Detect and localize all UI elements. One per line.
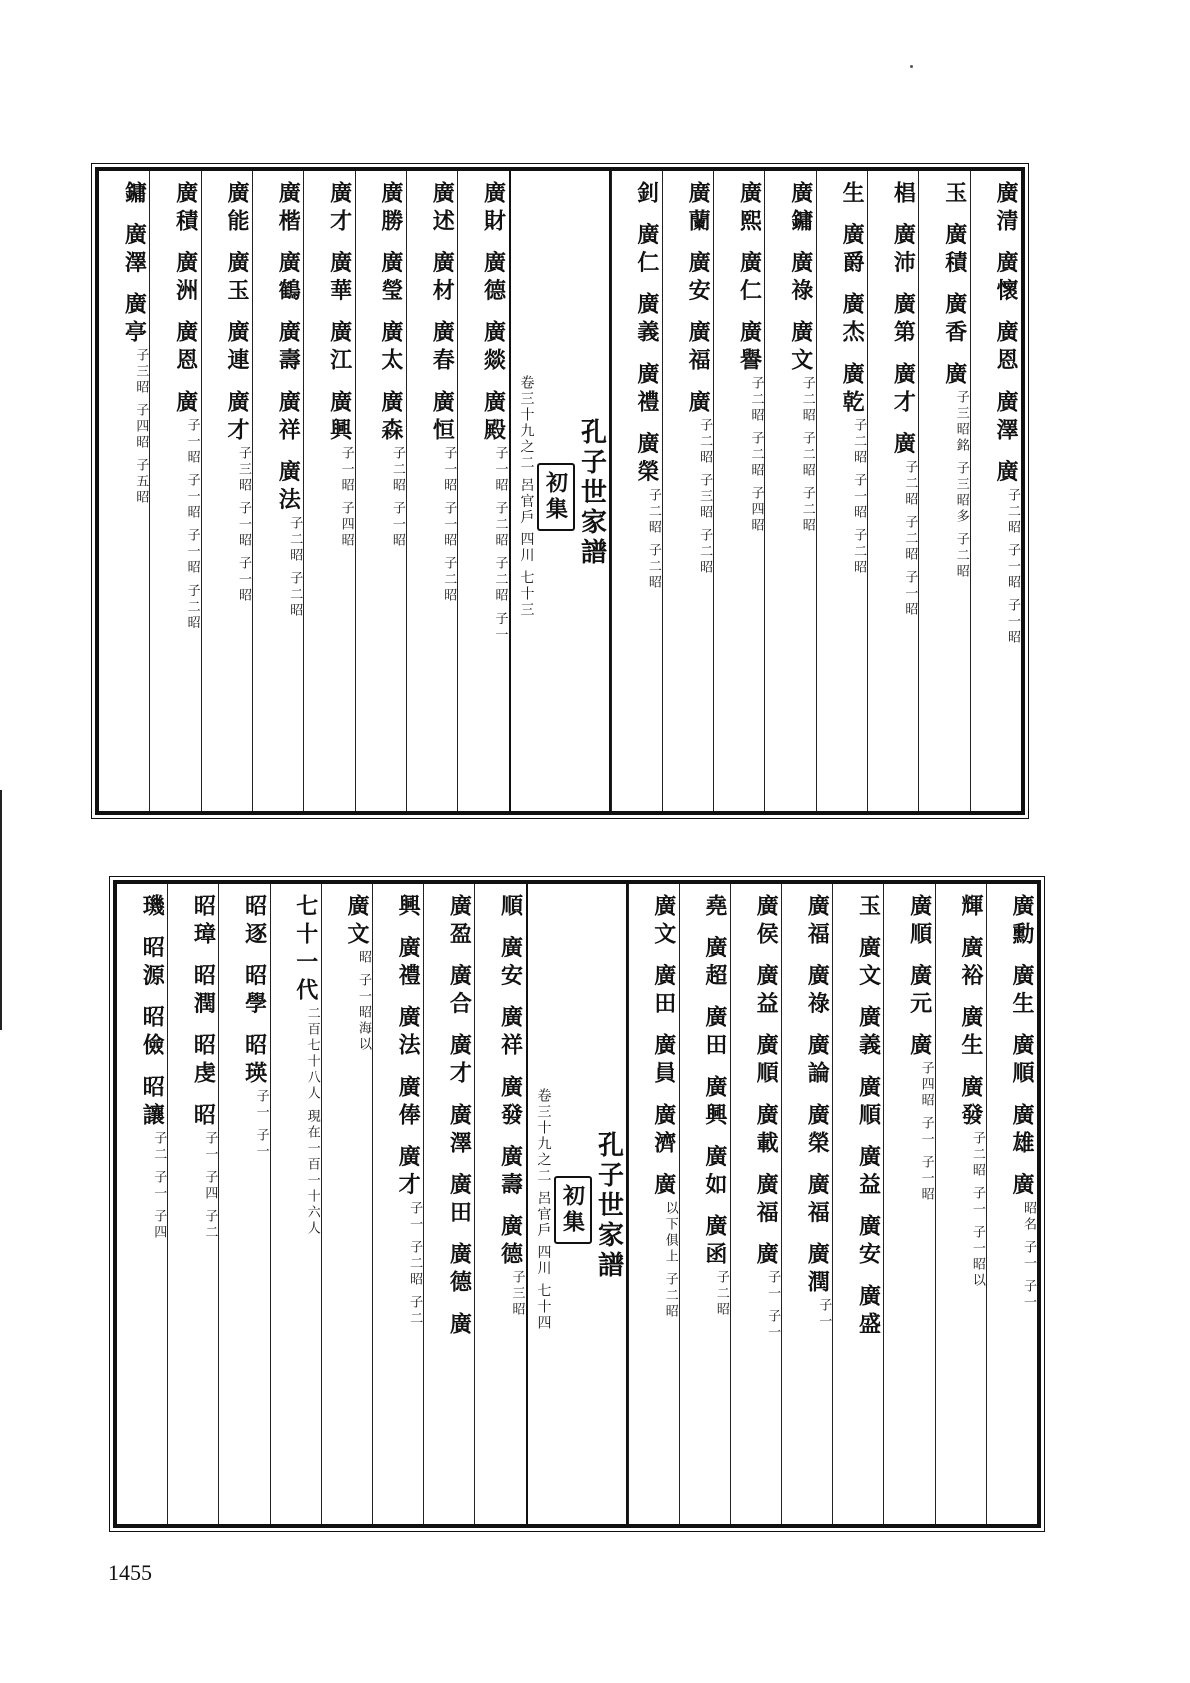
- name-line: 廣勝 廣瑩 廣太 廣森: [377, 181, 404, 446]
- top-page-panel: [95, 167, 1025, 815]
- annotation-line: 以下俱上 子二昭: [662, 1200, 678, 1320]
- annotation-line: 子二昭 子三昭 子二昭: [697, 417, 713, 577]
- genealogy-column: [816, 171, 867, 811]
- genealogy-column: [218, 884, 269, 1524]
- genealogy-column: [423, 884, 474, 1524]
- genealogy-column: [781, 884, 832, 1524]
- genealogy-column: [457, 171, 508, 811]
- annotation-line: 子一: [816, 1298, 832, 1331]
- name-line: 廣蘭 廣安 廣福 廣: [685, 181, 712, 418]
- genealogy-column: [918, 171, 969, 811]
- genealogy-column: [321, 884, 372, 1524]
- name-line: 廣文 廣田 廣員 廣濟 廣: [650, 894, 677, 1201]
- bottom-page-panel: [113, 880, 1041, 1528]
- genealogy-column: [883, 884, 934, 1524]
- genealogy-column: [679, 884, 730, 1524]
- page-number: 1455: [108, 1560, 152, 1585]
- annotation-line: 子二昭 子二昭: [645, 487, 661, 591]
- name-line: 釗 廣仁 廣義 廣禮 廣榮: [633, 181, 660, 488]
- name-line: 廣述 廣材 廣春 廣恒: [429, 181, 456, 446]
- name-line: 玉 廣文 廣義 廣順 廣益 廣安 廣盛: [855, 894, 882, 1340]
- genealogy-column: [867, 171, 918, 811]
- annotation-line: 子一昭 子四昭: [338, 445, 354, 550]
- name-line: 廣楷 廣鶴 廣壽 廣祥 廣法: [275, 181, 302, 516]
- name-line: 生 廣爵 廣杰 廣乾: [839, 181, 866, 418]
- annotation-line: 二百七十八人 現在一百一十六人: [304, 1006, 320, 1238]
- name-line: 廣鏞 廣祿 廣文: [787, 181, 814, 377]
- annotation-line: 子一 子一: [253, 1089, 269, 1161]
- name-line: 玉 廣積 廣香 廣: [941, 181, 968, 390]
- annotation-line: 昭 子一昭海以: [355, 950, 371, 1054]
- name-line: 輝 廣裕 廣生 廣發: [957, 894, 984, 1131]
- genealogy-column: [99, 171, 149, 811]
- volume-label: 初集: [537, 463, 575, 531]
- name-line: 昭璋 昭潤 昭虔 昭: [190, 894, 217, 1131]
- center-spine: [526, 884, 628, 1524]
- annotation-line: 子二昭 子二昭: [287, 515, 303, 619]
- genealogy-column: [970, 171, 1021, 811]
- annotation-line: 子四昭 子一 子一昭: [918, 1061, 934, 1204]
- annotation-line: 子二昭 子一昭 子二昭: [851, 417, 867, 577]
- annotation-line: 子二 子一 子四: [151, 1130, 167, 1242]
- name-line: 廣清 廣懷 廣恩 廣澤 廣: [993, 181, 1019, 488]
- genealogy-column: [149, 171, 200, 811]
- genealogy-column: [252, 171, 303, 811]
- genealogy-column: [372, 884, 423, 1524]
- annotation-line: 子二昭: [713, 1270, 729, 1319]
- genealogy-column: [406, 171, 457, 811]
- annotation-line: 子三昭 子四昭 子五昭: [133, 348, 149, 507]
- annotation-line: 子二昭 子一昭: [389, 445, 405, 550]
- annotation-line: 子三昭: [509, 1270, 525, 1319]
- section-info: 卷三十九之二 呂官戶 四川 七十三: [518, 375, 535, 619]
- name-line: 廣能 廣玉 廣連 廣才: [223, 181, 250, 446]
- name-line: 廣文: [343, 894, 370, 950]
- genealogy-column: [662, 171, 713, 811]
- genealogy-column: [201, 171, 252, 811]
- book-title: 孔子世家譜: [576, 418, 607, 568]
- name-line: 興 廣禮 廣法 廣俸 廣才: [395, 894, 422, 1201]
- annotation-line: 子一 子一: [765, 1270, 781, 1342]
- name-line: 七十一代: [292, 894, 319, 1006]
- genealogy-column: [117, 884, 167, 1524]
- book-title: 孔子世家譜: [593, 1131, 624, 1281]
- annotation-line: 子二昭 子二昭 子一昭: [902, 459, 918, 618]
- name-line: 順 廣安 廣祥 廣發 廣壽 廣德: [497, 894, 524, 1271]
- section-info: 卷三十九之二 呂官戶 四川 七十四: [535, 1088, 552, 1332]
- genealogy-column: [628, 884, 679, 1524]
- center-spine: [509, 171, 611, 811]
- name-line: 廣積 廣洲 廣恩 廣: [172, 181, 199, 418]
- name-line: 昭逐 昭學 昭瑛: [241, 894, 268, 1090]
- binding-edge-mark: [0, 790, 2, 1030]
- annotation-line: 子三昭銘 子三昭多 子二昭: [953, 389, 969, 581]
- annotation-line: 子二昭 子二昭 子四昭: [748, 376, 764, 535]
- genealogy-column: [474, 884, 525, 1524]
- volume-label: 初集: [554, 1176, 592, 1244]
- name-line: 廣侯 廣益 廣順 廣載 廣福 廣: [753, 894, 780, 1271]
- genealogy-column: [764, 171, 815, 811]
- annotation-line: 子一昭 子一昭 子二昭: [441, 445, 457, 605]
- name-line: 廣勳 廣生 廣順 廣雄 廣: [1009, 894, 1035, 1201]
- name-line: 廣順 廣元 廣: [906, 894, 933, 1062]
- name-line: 椙 廣沛 廣第 廣才 廣: [890, 181, 917, 460]
- genealogy-column: [167, 884, 218, 1524]
- annotation-line: 子一昭 子二昭 子二昭 子一: [492, 445, 508, 644]
- annotation-line: 子一昭 子一昭 子一昭 子二昭: [184, 417, 200, 632]
- annotation-line: 子二昭 子二昭 子二昭: [799, 376, 815, 535]
- annotation-line: 子二昭 子一昭 子一昭: [1005, 487, 1020, 646]
- genealogy-column: [303, 171, 354, 811]
- name-line: 廣才 廣華 廣江 廣興: [326, 181, 353, 446]
- genealogy-column: [270, 884, 321, 1524]
- annotation-line: 昭名 子一 子一: [1021, 1200, 1036, 1311]
- name-line: 堯 廣超 廣田 廣興 廣如 廣函: [701, 894, 728, 1271]
- annotation-line: 子三昭 子一昭 子一昭: [235, 445, 251, 605]
- scan-speck: [910, 65, 913, 68]
- name-line: 廣盈 廣合 廣才 廣澤 廣田 廣德 廣: [446, 894, 473, 1340]
- genealogy-column: [713, 171, 764, 811]
- genealogy-column: [935, 884, 986, 1524]
- annotation-line: 子二昭 子一 子一昭以: [969, 1130, 985, 1290]
- genealogy-column: [355, 171, 406, 811]
- genealogy-column: [832, 884, 883, 1524]
- genealogy-column: [986, 884, 1037, 1524]
- genealogy-column: [730, 884, 781, 1524]
- name-line: 鏞 廣澤 廣亭: [121, 181, 148, 349]
- name-line: 廣財 廣德 廣燚 廣殿: [480, 181, 507, 446]
- name-line: 廣福 廣祿 廣論 廣榮 廣福 廣潤: [804, 894, 831, 1299]
- genealogy-column: [611, 171, 662, 811]
- annotation-line: 子一 子二昭 子二: [407, 1200, 423, 1327]
- name-line: 廣熙 廣仁 廣譽: [736, 181, 763, 377]
- name-line: 璣 昭源 昭儉 昭讓: [139, 894, 166, 1131]
- annotation-line: 子一 子四 子二: [202, 1130, 218, 1242]
